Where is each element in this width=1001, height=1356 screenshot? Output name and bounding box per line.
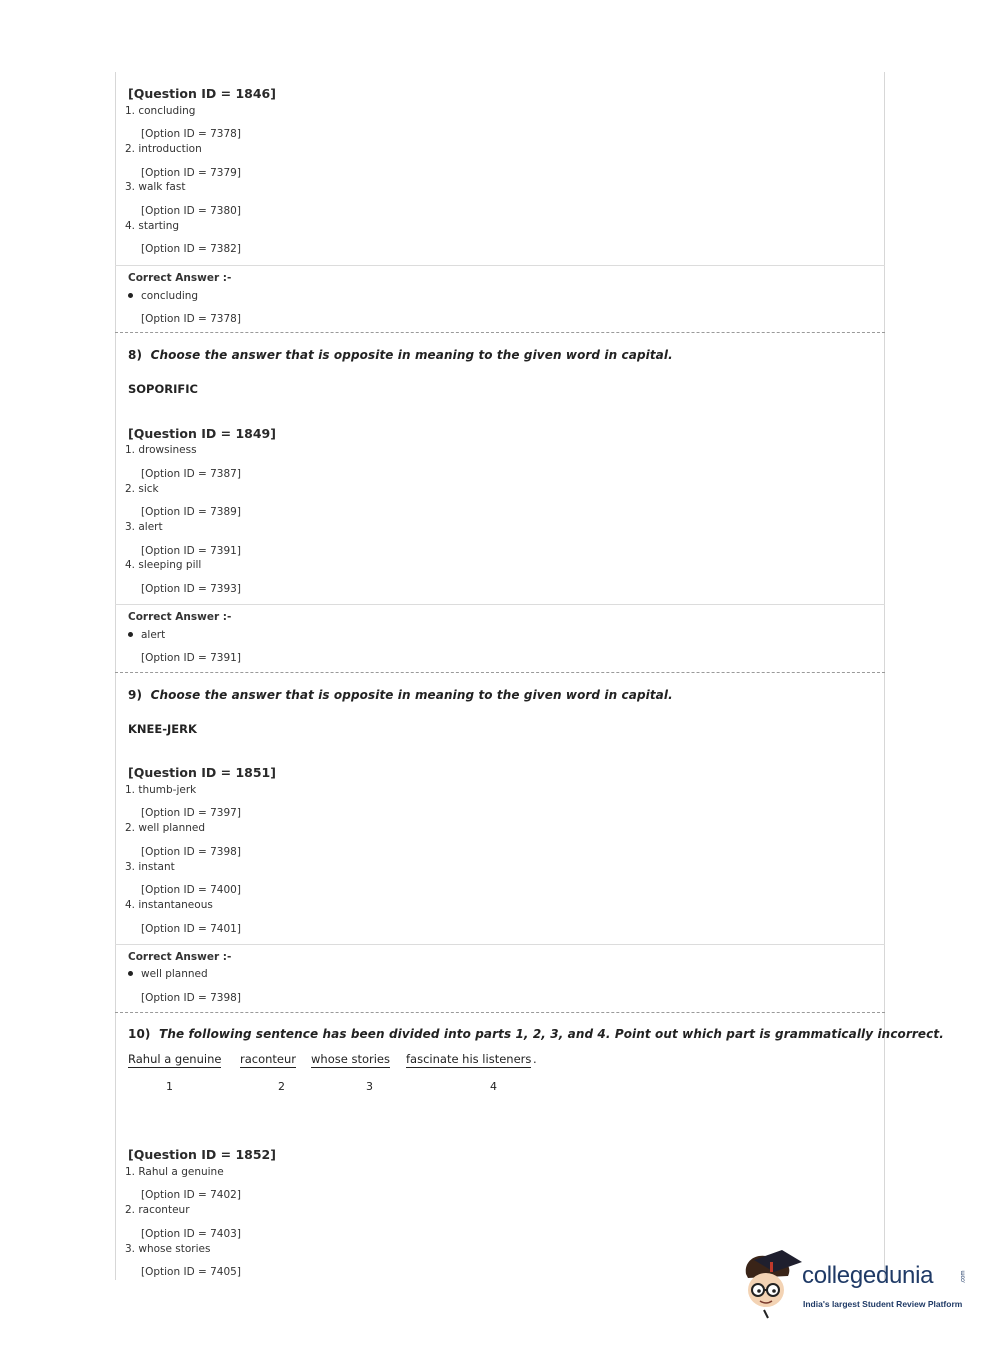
- option-id: [Option ID = 7387]: [141, 468, 241, 480]
- option-label: 1. drowsiness: [125, 444, 197, 456]
- left-border: [115, 72, 116, 1280]
- option-id: [Option ID = 7393]: [141, 583, 241, 595]
- question-id: [Question ID = 1852]: [128, 1147, 276, 1162]
- option-id: [Option ID = 7379]: [141, 167, 241, 179]
- option-id: [Option ID = 7400]: [141, 884, 241, 896]
- part-number: 3: [366, 1080, 373, 1093]
- correct-answer-label: Correct Answer :-: [128, 272, 232, 284]
- option-id: [Option ID = 7382]: [141, 243, 241, 255]
- right-border: [884, 72, 885, 1280]
- mascot-icon: [740, 1248, 804, 1320]
- correct-answer-label: Correct Answer :-: [128, 951, 232, 963]
- option-label: 4. instantaneous: [125, 899, 213, 911]
- correct-answer-value: well planned: [128, 969, 208, 980]
- correct-answer-label: Correct Answer :-: [128, 611, 232, 623]
- bullet-icon: [128, 971, 133, 976]
- part-number: 4: [490, 1080, 497, 1093]
- sentence-period: .: [533, 1052, 537, 1066]
- question-separator: [115, 332, 885, 333]
- option-label: 3. walk fast: [125, 181, 186, 193]
- question-text: 8) Choose the answer that is opposite in meaning to the given word in capital.: [128, 348, 673, 362]
- question-id: [Question ID = 1849]: [128, 426, 276, 441]
- option-id: [Option ID = 7402]: [141, 1189, 241, 1201]
- sentence-part-3: whose stories: [311, 1052, 390, 1066]
- given-word: KNEE-JERK: [128, 722, 197, 736]
- option-label: 2. well planned: [125, 822, 206, 834]
- part-number: 2: [278, 1080, 285, 1093]
- option-label: 2. raconteur: [125, 1204, 190, 1216]
- correct-option-id: [Option ID = 7391]: [141, 652, 241, 664]
- given-word: SOPORIFIC: [128, 382, 198, 396]
- option-id: [Option ID = 7389]: [141, 506, 241, 518]
- question-text: 10) The following sentence has been divided into parts 1, 2, 3, and 4. Point out which part is grammatically incorrect.: [128, 1027, 944, 1041]
- option-label: 1. Rahul a genuine: [125, 1166, 224, 1178]
- section-divider: [115, 265, 885, 266]
- correct-answer-value: concluding: [128, 291, 198, 302]
- option-label: 1. thumb-jerk: [125, 784, 197, 796]
- option-id: [Option ID = 7401]: [141, 923, 241, 935]
- option-label: 4. starting: [125, 220, 180, 232]
- option-label: 4. sleeping pill: [125, 559, 202, 571]
- brand-tagline: India's largest Student Review Platform: [803, 1299, 963, 1309]
- option-label: 2. sick: [125, 483, 159, 495]
- option-label: 1. concluding: [125, 105, 196, 117]
- sentence-part-4: fascinate his listeners: [406, 1052, 532, 1066]
- option-label: 2. introduction: [125, 143, 202, 155]
- sentence-part-2: raconteur: [240, 1052, 297, 1066]
- option-label: 3. whose stories: [125, 1243, 211, 1255]
- correct-option-id: [Option ID = 7398]: [141, 992, 241, 1004]
- part-number: 1: [166, 1080, 173, 1093]
- option-id: [Option ID = 7380]: [141, 205, 241, 217]
- option-id: [Option ID = 7403]: [141, 1228, 241, 1240]
- question-text: 9) Choose the answer that is opposite in meaning to the given word in capital.: [128, 688, 673, 702]
- bullet-icon: [128, 293, 133, 298]
- correct-option-id: [Option ID = 7378]: [141, 313, 241, 325]
- option-label: 3. instant: [125, 861, 175, 873]
- collegedunia-logo: [740, 1248, 970, 1320]
- question-id: [Question ID = 1846]: [128, 86, 276, 101]
- option-id: [Option ID = 7397]: [141, 807, 241, 819]
- bullet-icon: [128, 632, 133, 637]
- section-divider: [115, 944, 885, 945]
- question-separator: [115, 672, 885, 673]
- option-id: [Option ID = 7398]: [141, 846, 241, 858]
- question-separator: [115, 1012, 885, 1013]
- correct-answer-value: alert: [128, 630, 165, 641]
- question-id: [Question ID = 1851]: [128, 765, 276, 780]
- sentence-part-1: Rahul a genuine: [128, 1052, 222, 1066]
- section-divider: [115, 604, 885, 605]
- brand-name: collegedunia: [802, 1262, 934, 1289]
- option-label: 3. alert: [125, 521, 163, 533]
- option-id: [Option ID = 7378]: [141, 128, 241, 140]
- brand-suffix: .com: [960, 1270, 967, 1284]
- option-id: [Option ID = 7405]: [141, 1266, 241, 1278]
- option-id: [Option ID = 7391]: [141, 545, 241, 557]
